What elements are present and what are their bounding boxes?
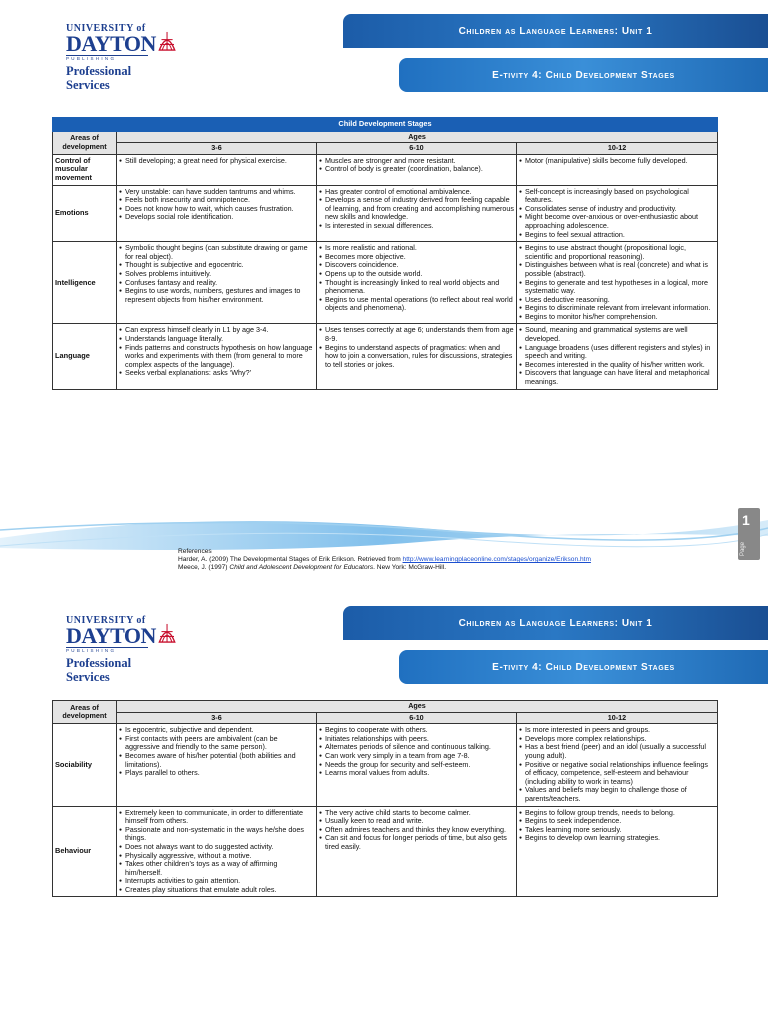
page-number-tab (738, 508, 760, 560)
bullet-list (119, 157, 314, 166)
logo-main-text: DAYTON (66, 31, 156, 56)
list-item: ● Becomes interested in the quality of his/her written work. (519, 361, 715, 370)
reference-1-link[interactable]: http://www.learningplaceonline.com/stages/organize/Erikson.htm (402, 556, 591, 564)
list-item: ● Thought is subjective and egocentric. (119, 261, 314, 270)
table-row (53, 242, 718, 324)
list-item: ● Begins to discriminate relevant from irrelevant information. (519, 304, 715, 313)
list-item: ● Needs the group for security and self-esteem. (319, 761, 514, 770)
table-row (53, 324, 718, 389)
stage-cell (117, 806, 317, 897)
list-item: ● Consolidates sense of industry and productivity. (519, 205, 715, 214)
list-item: ● Alternates periods of silence and continuous talking. (319, 743, 514, 752)
areas-header: Areas of development (53, 131, 117, 154)
bullet-list (519, 244, 715, 321)
list-item: ● Discovers coincidence. (319, 261, 514, 270)
list-item: ● Creates play situations that emulate adult roles. (119, 886, 314, 895)
logo-top-text-2: UNIVERSITY of (66, 615, 146, 626)
university-logo (66, 24, 176, 92)
list-item: ● Can express himself clearly in L1 by age 3-4. (119, 326, 314, 335)
list-item: ● Can work very simply in a team from age 7-8. (319, 752, 514, 761)
unit-title-banner: Children as Language Learners: Unit 1 (343, 14, 768, 48)
list-item: ● Understands language literally. (119, 335, 314, 344)
age-header-10-12-2: 10-12 (517, 712, 718, 724)
logo-top-text: UNIVERSITY of (66, 23, 146, 34)
list-item: ● Very unstable: can have sudden tantrums and whims. (119, 188, 314, 197)
list-item: ● Physically aggressive, without a motive. (119, 852, 314, 861)
list-item: ● Takes learning more seriously. (519, 826, 715, 835)
list-item: ● Is interested in sexual differences. (319, 222, 514, 231)
references-heading: References (178, 548, 212, 555)
reference-2-author: Meece, J. (1997) (178, 564, 228, 572)
bullet-list (319, 726, 514, 778)
list-item: ● Language broadens (uses different registers and styles) in speech and writing. (519, 344, 715, 361)
bullet-list (319, 157, 514, 174)
references-block (178, 548, 738, 573)
list-item: ● Confuses fantasy and reality. (119, 279, 314, 288)
age-header-3-6: 3-6 (117, 143, 317, 155)
stage-cell (517, 324, 718, 389)
age-header-6-10-2: 6-10 (317, 712, 517, 724)
list-item: ● Learns moral values from adults. (319, 769, 514, 778)
list-item: ● Solves problems intuitively. (119, 270, 314, 279)
area-label: Control of muscular movement (53, 154, 117, 185)
list-item: ● Positive or negative social relationships influence feelings of efficacy, competence, self-esteem and behaviour (including ability to work in teams) (519, 761, 715, 787)
logo-main-text-2: DAYTON (66, 623, 156, 648)
areas-header-2: Areas of development (53, 701, 117, 724)
globe-icon (158, 24, 176, 58)
reference-2-publisher: . New York: McGraw-Hill. (373, 564, 447, 572)
list-item: ● Can sit and focus for longer periods of time, but also gets tired easily. (319, 834, 514, 851)
list-item: ● Is more interested in peers and groups. (519, 726, 715, 735)
list-item: ● Begins to cooperate with others. (319, 726, 514, 735)
stage-cell (317, 154, 517, 185)
stage-cell (317, 185, 517, 242)
reference-1-text: Harder, A. (2009) The Developmental Stages of Erik Erikson. Retrieved from (178, 556, 401, 564)
list-item: ● Extremely keen to communicate, in order to differentiate himself from others. (119, 809, 314, 826)
age-header-6-10: 6-10 (317, 143, 517, 155)
bullet-list (119, 726, 314, 778)
list-item: ● Sound, meaning and grammatical systems are well developed. (519, 326, 715, 343)
logo-sub-text-2: PUBLISHING (66, 647, 148, 654)
table-row (53, 724, 718, 806)
list-item: ● Usually keen to read and write. (319, 817, 514, 826)
area-label: Sociability (53, 724, 117, 806)
table-row (53, 154, 718, 185)
list-item: ● Still developing; a great need for physical exercise. (119, 157, 314, 166)
etivity-title-banner-2: E-tivity 4: Child Development Stages (399, 650, 768, 684)
stage-cell (317, 806, 517, 897)
list-item: ● Is egocentric, subjective and dependent. (119, 726, 314, 735)
list-item: ● Becomes aware of his/her potential (both abilities and limitations). (119, 752, 314, 769)
list-item: ● Uses tenses correctly at age 6; understands them from age 8-9. (319, 326, 514, 343)
development-stages-table-1 (52, 117, 718, 390)
reference-1 (178, 556, 738, 564)
bullet-list (319, 809, 514, 852)
logo-unit-text: Professional Services (66, 64, 132, 92)
list-item: ● Begins to feel sexual attraction. (519, 231, 715, 240)
area-label: Emotions (53, 185, 117, 242)
list-item: ● Uses deductive reasoning. (519, 296, 715, 305)
development-stages-table-2 (52, 700, 718, 897)
list-item: ● Has greater control of emotional ambivalence. (319, 188, 514, 197)
list-item: ● Self-concept is increasingly based on psychological features. (519, 188, 715, 205)
list-item: ● Motor (manipulative) skills become fully developed. (519, 157, 715, 166)
page-number: 1 (742, 512, 750, 528)
reference-2 (178, 564, 738, 572)
age-header-3-6-2: 3-6 (117, 712, 317, 724)
bullet-list (519, 188, 715, 240)
list-item: ● Seeks verbal explanations: asks ‘Why?’ (119, 369, 314, 378)
bullet-list (519, 809, 715, 843)
list-item: ● Discovers that language can have literal and metaphorical meanings. (519, 369, 715, 386)
list-item: ● Symbolic thought begins (can substitute drawing or game for real object). (119, 244, 314, 261)
area-label: Behaviour (53, 806, 117, 897)
stage-cell (517, 154, 718, 185)
stage-cell (117, 724, 317, 806)
list-item: ● Begins to monitor his/her comprehension. (519, 313, 715, 322)
bullet-list (119, 809, 314, 895)
list-item: ● Begins to understand aspects of pragmatics: when and how to join a conversation, rules for discussions, strategies to tell stories or jokes. (319, 344, 514, 370)
globe-icon (158, 616, 176, 650)
ages-header-2: Ages (117, 701, 718, 713)
reference-2-title: Child and Adolescent Development for Educators (229, 564, 374, 572)
list-item: ● Begins to follow group trends, needs to belong. (519, 809, 715, 818)
stage-cell (117, 154, 317, 185)
list-item: ● Distinguishes between what is real (concrete) and what is possible (abstract). (519, 261, 715, 278)
list-item: ● Values and beliefs may begin to challenge those of parents/teachers. (519, 786, 715, 803)
stage-cell (317, 324, 517, 389)
stage-cell (517, 242, 718, 324)
stage-cell (117, 324, 317, 389)
logo-unit-text-2: Professional Services (66, 656, 132, 684)
list-item: ● Begins to develop own learning strategies. (519, 834, 715, 843)
table-row (53, 185, 718, 242)
list-item: ● Interrupts activities to gain attention. (119, 877, 314, 886)
bullet-list (319, 244, 514, 313)
area-label: Intelligence (53, 242, 117, 324)
bullet-list (119, 244, 314, 304)
bullet-list (119, 188, 314, 222)
stage-cell (117, 242, 317, 324)
list-item: ● Feels both insecurity and omnipotence. (119, 196, 314, 205)
list-item: ● Muscles are stronger and more resistant. (319, 157, 514, 166)
list-item: ● Begins to seek independence. (519, 817, 715, 826)
list-item: ● Might become over-anxious or over-enthusiastic about approaching adolescence. (519, 213, 715, 230)
stage-cell (517, 185, 718, 242)
page-word: Page (740, 541, 746, 556)
logo-sub-text: PUBLISHING (66, 55, 148, 62)
list-item: ● Becomes more objective. (319, 253, 514, 262)
stage-cell (317, 242, 517, 324)
list-item: ● Thought is increasingly linked to real world objects and phenomena. (319, 279, 514, 296)
list-item: ● Often admires teachers and thinks they know everything. (319, 826, 514, 835)
stage-cell (317, 724, 517, 806)
bullet-list (519, 157, 715, 166)
bullet-list (119, 326, 314, 378)
list-item: ● Plays parallel to others. (119, 769, 314, 778)
list-item: ● First contacts with peers are ambivalent (can be aggressive and friendly to the same person). (119, 735, 314, 752)
bullet-list (319, 188, 514, 231)
list-item: ● Passionate and non-systematic in the ways he/she does things. (119, 826, 314, 843)
list-item: ● Begins to use abstract thought (propositional logic, scientific and proportional reasoning). (519, 244, 715, 261)
list-item: ● Finds patterns and constructs hypothesis on how language works and experiments with them (from general to more complex aspects of the language). (119, 344, 314, 370)
list-item: ● Begins to use words, numbers, gestures and images to represent objects from his/her environment. (119, 287, 314, 304)
etivity-title-banner: E-tivity 4: Child Development Stages (399, 58, 768, 92)
university-logo-2 (66, 616, 176, 684)
area-label: Language (53, 324, 117, 389)
stage-cell (117, 185, 317, 242)
list-item: ● Does not know how to wait, which causes frustration. (119, 205, 314, 214)
ages-header: Ages (117, 131, 718, 143)
list-item: ● Has a best friend (peer) and an idol (usually a successful young adult). (519, 743, 715, 760)
age-header-10-12: 10-12 (517, 143, 718, 155)
list-item: ● Begins to generate and test hypotheses in a logical, more systematic way. (519, 279, 715, 296)
list-item: ● Begins to use mental operations (to reflect about real world objects and phenomena). (319, 296, 514, 313)
list-item: ● Initiates relationships with peers. (319, 735, 514, 744)
stage-cell (517, 806, 718, 897)
list-item: ● Does not always want to do suggested activity. (119, 843, 314, 852)
document-page-2 (0, 596, 768, 1024)
list-item: ● Develops more complex relationships. (519, 735, 715, 744)
bullet-list (319, 326, 514, 369)
list-item: ● Develops social role identification. (119, 213, 314, 222)
list-item: ● The very active child starts to become calmer. (319, 809, 514, 818)
list-item: ● Develops a sense of industry derived from feeling capable of learning, and from creating and accomplishing numerous new skills and knowledge. (319, 196, 514, 222)
list-item: ● Is more realistic and rational. (319, 244, 514, 253)
bullet-list (519, 726, 715, 803)
list-item: ● Opens up to the outside world. (319, 270, 514, 279)
table-title: Child Development Stages (53, 118, 718, 132)
table-row (53, 806, 718, 897)
unit-title-banner-2: Children as Language Learners: Unit 1 (343, 606, 768, 640)
stage-cell (517, 724, 718, 806)
list-item: ● Takes other children’s toys as a way of affirming him/herself. (119, 860, 314, 877)
list-item: ● Control of body is greater (coordination, balance). (319, 165, 514, 174)
bullet-list (519, 326, 715, 386)
